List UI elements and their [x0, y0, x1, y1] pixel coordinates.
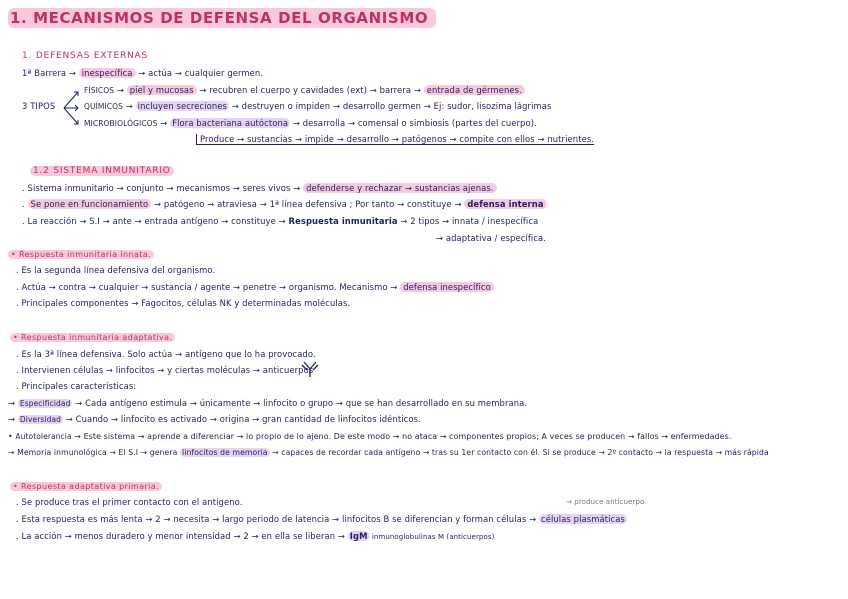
adaptativa-line-1: . Es la 3ª línea defensiva. Solo actúa → antígeno que lo ha provocado. [16, 349, 316, 359]
caracteristica-autotolerancia: • Autotolerancia → Este sistema → aprende a diferenciar → lo propio de lo ajeno. De este modo → no ataca → componentes propios; A veces se producen → fallos → enfermedades. [8, 432, 732, 441]
microbiologicos-sub: Produce → sustancias → impide → desarrollo → patógenos → compite con ellos → nutrientes. [196, 134, 594, 145]
page-title: 1. MECANISMOS DE DEFENSA DEL ORGANISMO [8, 9, 436, 27]
adaptativa-line-3: . Principales características: [16, 381, 137, 391]
caracteristica-especificidad: → Especificidad → Cada antígeno estimula → únicamente → linfocito o grupo → que se han desarrollado en su membrana. [8, 398, 528, 408]
adaptativa-line-2: . Intervienen células → linfocitos → y ciertas moléculas → anticuerpos [16, 365, 314, 375]
caracteristica-diversidad: → Diversidad → Cuando → linfocito es activado → origina → gran cantidad de linfocitos idénticos. [8, 414, 421, 424]
section-heading-innata: • Respuesta inmunitaria innata. [8, 249, 154, 260]
quimicos-line: QUÍMICOS → incluyen secreciones → destruyen o impiden → desarrollo germen → Ej: sudor, lisozima lágrimas [84, 101, 552, 111]
section-heading-sistema-inmunitario: 1.2 SISTEMA INMUNITARIO [30, 166, 174, 177]
primaria-note: → produce anticuerpo [566, 498, 645, 506]
sistema-line-3: . La reacción → S.I → ante → entrada antígeno → constituye → Respuesta inmunitaria → 2 tipos → innata / inespecífica [22, 216, 539, 226]
antibody-icon [300, 359, 320, 379]
sistema-line-2: . Se pone en funcionamiento → patógeno → atraviesa → 1ª línea defensiva ; Por tanto → constituye → defensa interna [22, 199, 547, 210]
microbiologicos-line: MICROBIOLÓGICOS → Flora bacteriana autóctona → desarrolla → comensal o simbiosis (partes del cuerpo). [84, 118, 537, 128]
primaria-line-2: . Esta respuesta es más lenta → 2 → necesita → largo periodo de latencia → linfocitos B se diferencian y forman células → células plasmáticas [16, 514, 625, 524]
barrera-line: 1ª Barrera → inespecífica → actúa → cualquier germen. [22, 68, 264, 78]
section-heading-primaria: • Respuesta adaptativa primaria. [10, 481, 162, 492]
primaria-line-3: . La acción → menos duradero y menor intensidad → 2 → en ella se liberan → IgM inmunoglobulinas M (anticuerpos) [16, 531, 495, 541]
innata-line-2: . Actúa → contra → cualquier → sustancia / agente → penetre → organismo. Mecanismo → defensa inespecífico [16, 282, 494, 293]
section-heading-adaptativa: • Respuesta inmunitaria adaptativa. [10, 332, 175, 343]
innata-line-3: . Principales componentes → Fagocitos, células NK y determinadas moléculas. [16, 298, 351, 308]
tipos-label: 3 TIPOS [22, 101, 56, 111]
branch-arrows-icon [60, 86, 86, 130]
fisicos-line: FÍSICOS → piel y mucosas → recubren el cuerpo y cavidades (ext) → barrera → entrada de gérmenes. [84, 85, 525, 96]
primaria-line-1: . Se produce tras el primer contacto con el antígeno. [16, 497, 243, 507]
caracteristica-memoria: → Memoria inmunológica → El S.I → genera linfocitos de memoria → capaces de recordar cada antígeno → tras su 1er contacto con él. Si se produce → 2º contacto → la respuesta → más rápida [8, 448, 769, 457]
sistema-line-1: . Sistema inmunitario → conjunto → mecanismos → seres vivos → defenderse y rechazar → sustancias ajenas. [22, 183, 497, 194]
innata-line-1: . Es la segunda línea defensiva del organismo. [16, 265, 216, 275]
sistema-line-4: → adaptativa / específica. [436, 233, 547, 243]
section-heading-defensas-externas: 1. DEFENSAS EXTERNAS [22, 51, 149, 61]
